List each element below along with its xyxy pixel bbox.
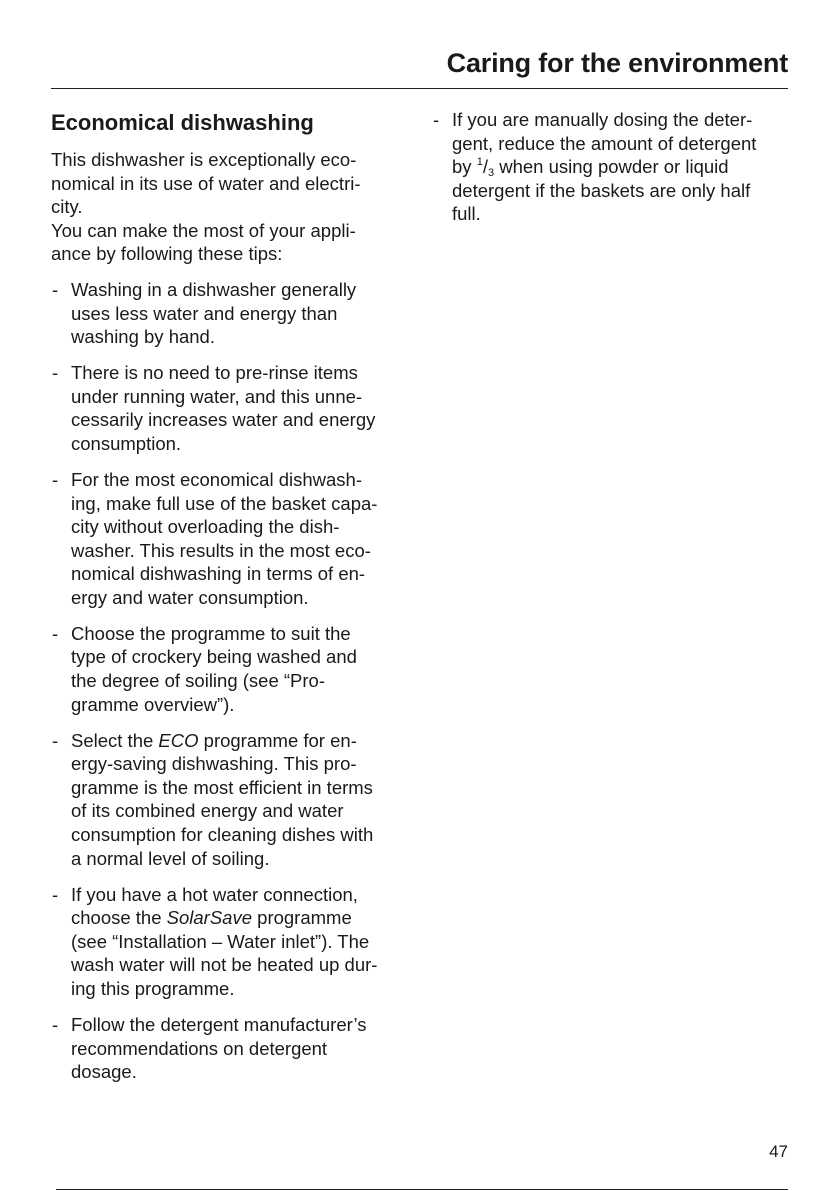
item-line: consumption for cleaning dishes with — [71, 824, 374, 845]
item-line: cessarily increases water and energy — [71, 409, 376, 431]
fraction-numerator: 1 — [476, 156, 483, 169]
tips-list-continued — [432, 108, 792, 226]
list-dash: - — [52, 468, 59, 490]
list-item — [51, 361, 411, 455]
list-item — [51, 622, 411, 716]
left-column — [51, 108, 411, 1096]
intro-line: You can make the most of your appli- — [51, 219, 356, 241]
item-text: programme for en- — [198, 729, 357, 751]
list-item — [51, 278, 411, 349]
item-line: gent, reduce the amount of detergent — [452, 132, 757, 154]
item-line: washer. This results in the most eco- — [71, 539, 371, 561]
item-line: Follow the detergent manufacturer’s — [71, 1013, 367, 1035]
fraction-denominator: 3 — [487, 167, 495, 180]
item-line: detergent if the baskets are only half — [452, 179, 751, 201]
item-line: full. — [452, 203, 481, 225]
item-line: ergy-saving dishwashing. This pro- — [71, 753, 357, 775]
page-title: Caring for the environment — [446, 48, 788, 78]
list-item — [51, 468, 411, 610]
intro-paragraph — [51, 148, 411, 266]
item-line: nomical dishwashing in terms of en- — [71, 563, 366, 585]
fraction-slash: / — [482, 156, 488, 178]
page-number: 47 — [769, 1142, 788, 1161]
footer-divider — [56, 1189, 788, 1190]
intro-line: ance by following these tips: — [51, 243, 283, 265]
item-line: gramme overview”). — [71, 693, 235, 715]
item-text: Select the — [71, 729, 159, 751]
list-item — [51, 883, 411, 1001]
item-line: Washing in a dishwasher generally — [71, 278, 357, 300]
item-line: wash water will not be heated up dur- — [71, 954, 378, 976]
item-line: under running water, and this unne- — [71, 385, 363, 407]
item-text: when using powder or liquid — [494, 156, 729, 178]
list-item — [51, 729, 411, 871]
item-line: dosage. — [71, 1061, 137, 1083]
item-text: programme — [252, 907, 352, 929]
list-item — [432, 108, 792, 226]
header-divider — [51, 88, 788, 89]
section-heading: Economical dishwashing — [51, 110, 314, 135]
item-line — [71, 729, 411, 753]
item-text: choose the — [71, 907, 167, 929]
item-line — [71, 906, 411, 930]
item-line: For the most economical dishwash- — [71, 468, 362, 490]
item-line: type of crockery being washed and — [71, 646, 357, 668]
list-dash: - — [52, 362, 59, 384]
item-line: If you are manually dosing the deter- — [452, 109, 753, 130]
list-dash: - — [433, 109, 440, 130]
list-dash: - — [52, 622, 59, 644]
list-dash: - — [52, 1013, 59, 1035]
item-line: city without overloading the dish- — [71, 516, 340, 538]
item-line — [452, 155, 792, 179]
item-line: uses less water and energy than — [71, 302, 338, 324]
intro-line: city. — [51, 196, 83, 218]
item-line: (see “Installation – Water inlet”). The — [71, 930, 370, 952]
item-text: by — [452, 156, 477, 178]
item-line: recommendations on detergent — [71, 1037, 328, 1059]
programme-name-eco: ECO — [158, 729, 199, 751]
item-line: consumption. — [71, 432, 182, 454]
item-line: of its combined energy and water — [71, 800, 344, 822]
tips-list — [51, 278, 411, 1084]
item-line: ergy and water consumption. — [71, 586, 309, 608]
item-line: gramme is the most efficient in terms — [71, 776, 373, 798]
list-dash: - — [52, 278, 59, 300]
right-column — [432, 108, 792, 238]
item-line: washing by hand. — [71, 326, 215, 348]
item-line: ing, make full use of the basket capa- — [71, 492, 378, 514]
item-line: the degree of soiling (see “Pro- — [71, 670, 325, 692]
intro-line: This dishwasher is exceptionally eco- — [51, 149, 357, 170]
item-line: Choose the programme to suit the — [71, 622, 351, 644]
item-line: There is no need to pre-rinse items — [71, 362, 358, 384]
item-line: ing this programme. — [71, 977, 235, 999]
list-item — [51, 1013, 411, 1084]
intro-line: nomical in its use of water and electri- — [51, 172, 361, 194]
programme-name-solarsave: SolarSave — [166, 907, 253, 929]
item-line: a normal level of soiling. — [71, 847, 270, 869]
list-dash: - — [52, 729, 59, 751]
item-line: If you have a hot water connection, — [71, 883, 358, 905]
list-dash: - — [52, 883, 59, 905]
